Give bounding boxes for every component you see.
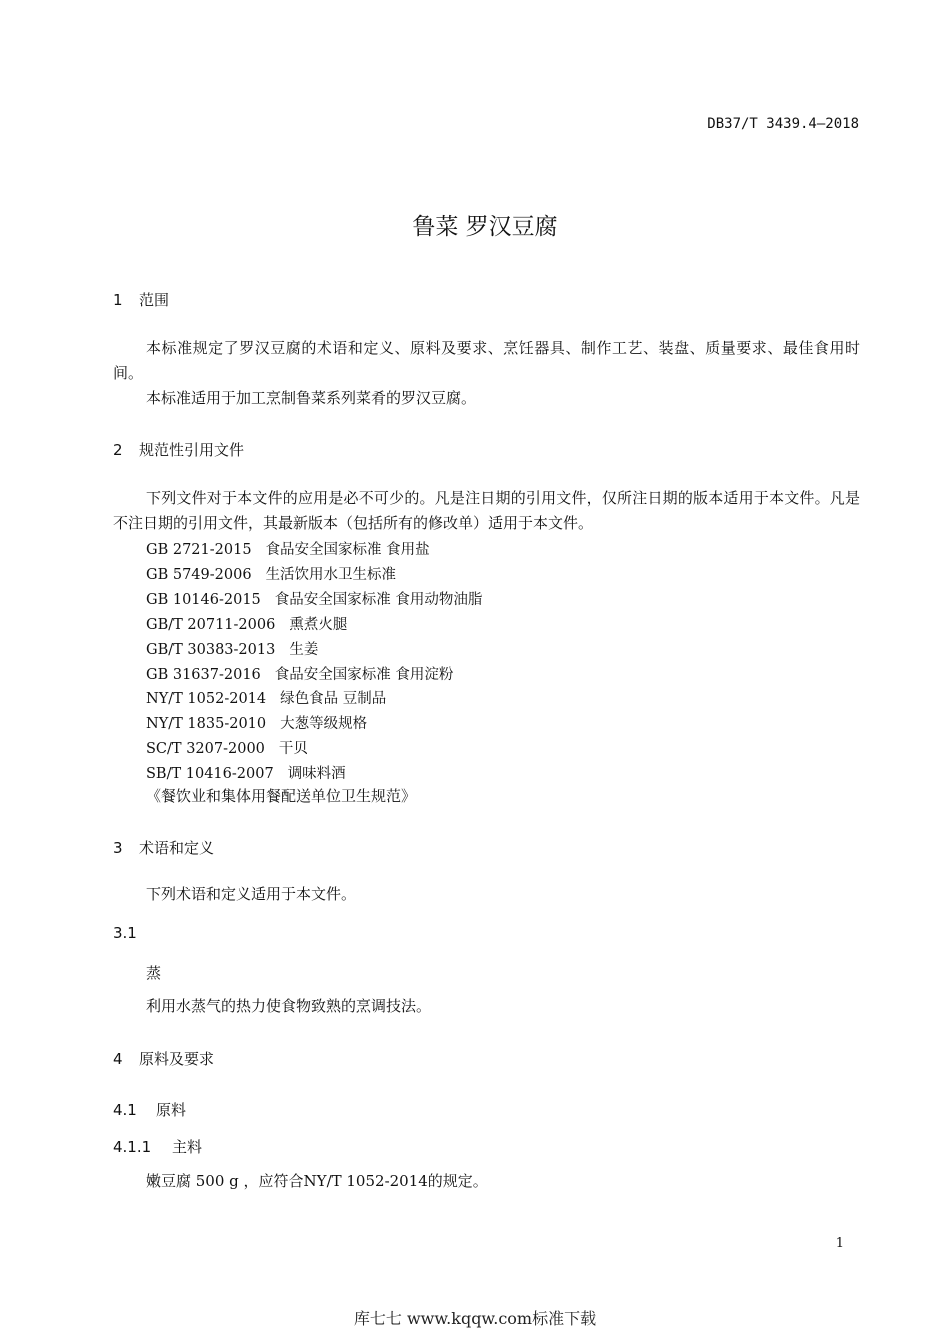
section-number: 1	[113, 291, 123, 309]
reference-item	[146, 613, 347, 634]
section-2-heading	[113, 439, 244, 460]
reference-name: 干贝	[278, 741, 308, 758]
page-title: 鲁菜 罗汉豆腐	[412, 214, 558, 240]
section-1-heading	[113, 289, 169, 310]
subsection-number: 4.1	[113, 1101, 137, 1119]
section-title: 原料及要求	[139, 1050, 215, 1068]
term-definition: 利用水蒸气的热力使食物致熟的烹调技法。	[146, 997, 432, 1015]
reference-name: 熏煮火腿	[289, 616, 348, 633]
section-3-heading	[113, 837, 214, 858]
reference-code: GB/T 30383-2013	[146, 641, 276, 658]
reference-name: 生活饮用水卫生标准	[265, 566, 397, 583]
reference-code: GB 31637-2016	[146, 666, 261, 683]
reference-code: GB 10146-2015	[146, 591, 261, 608]
reference-code: SB/T 10416-2007	[146, 766, 274, 783]
section-2-paragraph-1: 下列文件对于本文件的应用是必不可少的。凡是注日期的引用文件，仅所注日期的版本适用于本文件。凡是不注日期的引用文件，其最新版本（包括所有的修改单）适用于本文件。	[113, 489, 860, 532]
reference-code: NY/T 1052-2014	[146, 691, 267, 708]
section-4-heading	[113, 1048, 214, 1069]
subsection-4-1-1-heading	[113, 1136, 202, 1157]
reference-name: 生姜	[289, 641, 319, 658]
subsection-number: 4.1.1	[113, 1138, 152, 1156]
reference-item	[146, 588, 482, 609]
reference-name: 食品安全国家标准 食用盐	[265, 542, 430, 558]
subsection-4-1-heading	[113, 1099, 186, 1120]
reference-code: GB 2721-2015	[146, 542, 252, 558]
reference-code: SC/T 3207-2000	[146, 741, 265, 758]
page-number: 1	[835, 1236, 844, 1251]
section-number: 4	[113, 1050, 123, 1068]
reference-code: NY/T 1835-2010	[146, 716, 267, 733]
reference-extra: 《餐饮业和集体用餐配送单位卫生规范》	[146, 787, 417, 805]
reference-item	[146, 638, 318, 659]
subsection-title: 原料	[156, 1101, 187, 1119]
subsection-4-1-1-text: 嫩豆腐 500 g ，应符合NY/T 1052-2014的规定。	[146, 1172, 488, 1190]
reference-name: 大葱等级规格	[280, 716, 368, 733]
section-number: 3	[113, 839, 123, 857]
document-id: DB37/T 3439.4—2018	[707, 116, 859, 132]
reference-code: GB/T 20711-2006	[146, 616, 276, 633]
reference-item	[146, 538, 430, 559]
footer-watermark: 库七七 www.kqqw.com标准下载	[353, 1309, 597, 1328]
subsection-title: 主料	[172, 1138, 203, 1156]
section-title: 术语和定义	[139, 839, 215, 857]
reference-item	[146, 563, 396, 584]
reference-code: GB 5749-2006	[146, 566, 252, 583]
section-3-paragraph-1: 下列术语和定义适用于本文件。	[146, 885, 357, 903]
reference-name: 食品安全国家标准 食用淀粉	[274, 666, 454, 683]
reference-item	[146, 762, 346, 783]
section-1-paragraph-1: 本标准规定了罗汉豆腐的术语和定义、原料及要求、烹饪器具、制作工艺、装盘、质量要求、最佳食用时间。	[113, 339, 860, 382]
reference-item	[146, 687, 386, 708]
reference-name: 调味料酒	[287, 766, 346, 783]
reference-name: 绿色食品 豆制品	[280, 691, 387, 708]
term-name: 蒸	[146, 964, 162, 982]
section-1-paragraph-2: 本标准适用于加工烹制鲁菜系列菜肴的罗汉豆腐。	[146, 389, 477, 407]
reference-item	[146, 712, 367, 733]
section-title: 范围	[139, 291, 170, 309]
reference-item	[146, 737, 308, 758]
section-number: 2	[113, 441, 123, 459]
section-title: 规范性引用文件	[139, 441, 245, 459]
reference-item	[146, 663, 453, 684]
reference-name: 食品安全国家标准 食用动物油脂	[274, 591, 483, 608]
term-number: 3.1	[113, 924, 137, 942]
